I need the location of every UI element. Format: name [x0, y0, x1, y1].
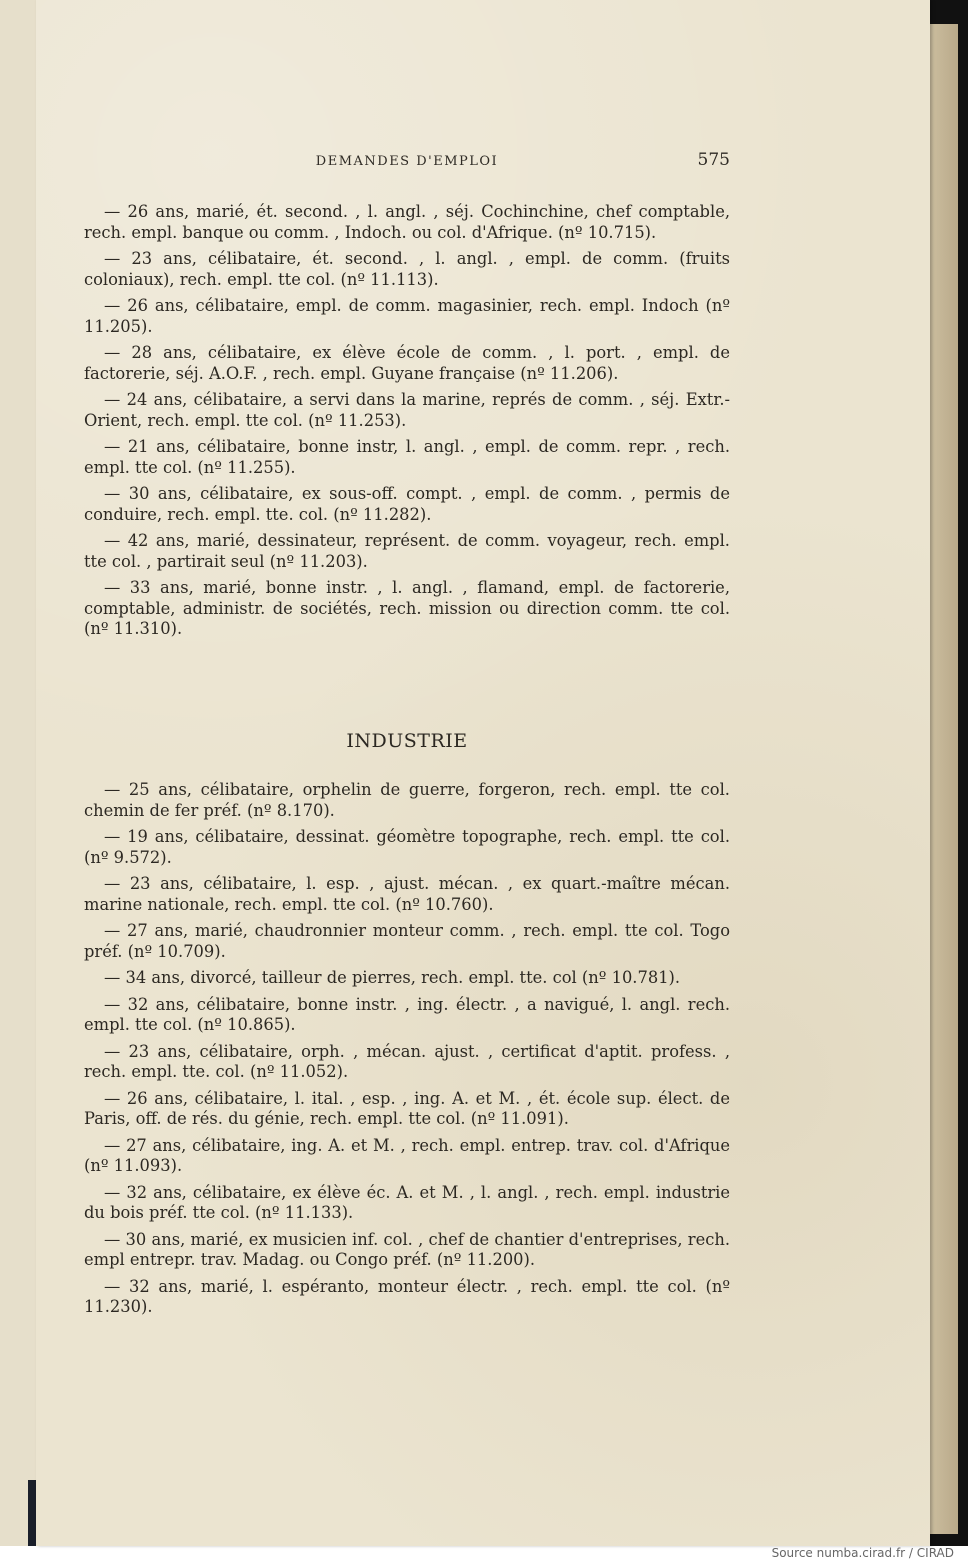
job-entry: — 19 ans, célibataire, dessinat. géomètre topographe, rech. empl. tte col. (nº 9.572). — [84, 827, 730, 867]
commerce-entries-list — [84, 202, 730, 646]
job-entry: — 23 ans, célibataire, l. esp. , ajust. mécan. , ex quart.-maître mécan. marine nationale, rech. empl. tte col. (nº 10.760). — [84, 874, 730, 914]
job-entry: — 30 ans, célibataire, ex sous-off. compt. , empl. de comm. , permis de conduire, rech. empl. tte. col. (nº 11.282). — [84, 484, 730, 524]
job-entry: — 24 ans, célibataire, a servi dans la marine, représ de comm. , séj. Extr.-Orient, rech. empl. tte col. (nº 11.253). — [84, 390, 730, 430]
running-head — [84, 150, 730, 174]
job-entry: — 32 ans, célibataire, bonne instr. , ing. électr. , a navigué, l. angl. rech. empl. tte col. (nº 10.865). — [84, 994, 730, 1034]
section-title-industrie: INDUSTRIE — [346, 730, 468, 752]
job-entry: — 23 ans, célibataire, orph. , mécan. ajust. , certificat d'aptit. profess. , rech. empl. tte. col. (nº 11.052). — [84, 1041, 730, 1081]
page-number: 575 — [697, 150, 730, 170]
job-entry: — 33 ans, marié, bonne instr. , l. angl. , flamand, empl. de factorerie, comptable, administr. de sociétés, rech. mission ou direction comm. tte col. (nº 11.310). — [84, 578, 730, 638]
job-entry: — 32 ans, célibataire, ex élève éc. A. et M. , l. angl. , rech. empl. industrie du bois préf. tte col. (nº 11.133). — [84, 1182, 730, 1222]
job-entry: — 28 ans, célibataire, ex élève école de comm. , l. port. , empl. de factorerie, séj. A.O.F. , rech. empl. Guyane française (nº 11.206). — [84, 343, 730, 383]
job-entry: — 26 ans, marié, ét. second. , l. angl. , séj. Cochinchine, chef comptable, rech. empl. banque ou comm. , Indoch. ou col. d'Afrique. (nº 10.715). — [84, 202, 730, 242]
source-credit: Source numba.cirad.fr / CIRAD — [771, 1546, 954, 1560]
industrie-entries-list — [84, 780, 730, 1324]
binding-mark — [28, 1480, 36, 1546]
job-entry: — 34 ans, divorcé, tailleur de pierres, rech. empl. tte. col (nº 10.781). — [104, 968, 681, 987]
running-head-title: DEMANDES D'EMPLOI — [315, 154, 499, 169]
job-entry: — 30 ans, marié, ex musicien inf. col. , chef de chantier d'entreprises, rech. empl entrepr. trav. Madag. ou Congo préf. (nº 11.200). — [84, 1229, 730, 1269]
job-entry: — 32 ans, marié, l. espéranto, monteur électr. , rech. empl. tte col. (nº 11.230). — [84, 1276, 730, 1316]
job-entry: — 21 ans, célibataire, bonne instr, l. angl. , empl. de comm. repr. , rech. empl. tte col. (nº 11.255). — [84, 437, 730, 477]
job-entry: — 23 ans, célibataire, ét. second. , l. angl. , empl. de comm. (fruits coloniaux), rech. empl. tte col. (nº 11.113). — [84, 249, 730, 289]
job-entry: — 27 ans, célibataire, ing. A. et M. , rech. empl. entrep. trav. col. d'Afrique (nº 11.093). — [84, 1135, 730, 1175]
job-entry: — 26 ans, célibataire, l. ital. , esp. , ing. A. et M. , ét. école sup. élect. de Paris, off. de rés. du génie, rech. empl. tte col. (nº 11.091). — [84, 1088, 730, 1128]
job-entry: — 26 ans, célibataire, empl. de comm. magasinier, rech. empl. Indoch (nº 11.205). — [84, 296, 730, 336]
job-entry: — 25 ans, célibataire, orphelin de guerre, forgeron, rech. empl. tte col. chemin de fer préf. (nº 8.170). — [84, 780, 730, 820]
job-entry: — 42 ans, marié, dessinateur, représent. de comm. voyageur, rech. empl. tte col. , partirait seul (nº 11.203). — [84, 531, 730, 571]
job-entry: — 27 ans, marié, chaudronnier monteur comm. , rech. empl. tte col. Togo préf. (nº 10.709). — [84, 921, 730, 961]
binding-strip — [0, 0, 36, 1546]
